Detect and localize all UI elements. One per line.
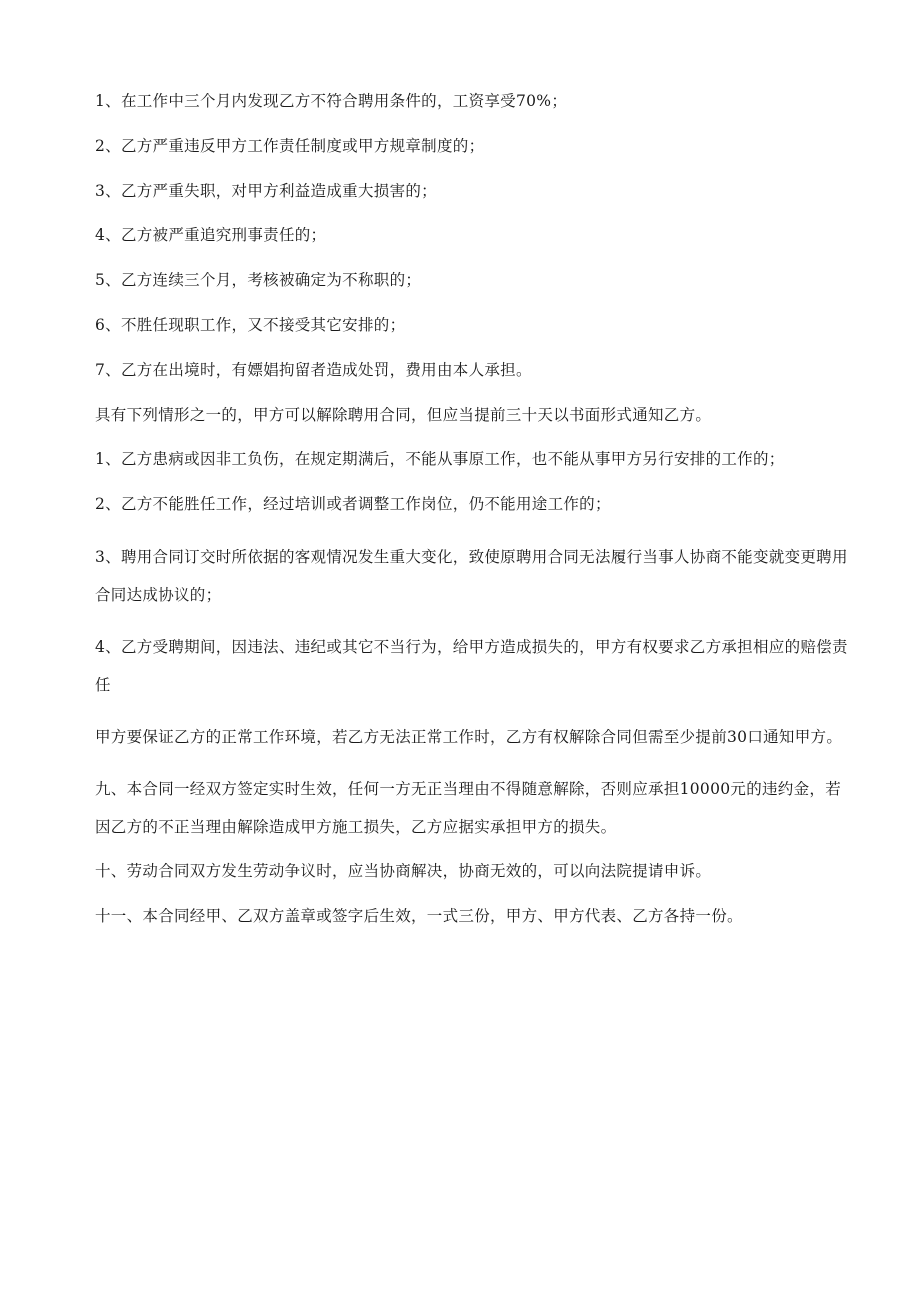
article-9: 九、本合同一经双方签定实时生效，任何一方无正当理由不得随意解除，否则应承担10000元的违约金，若因乙方的不正当理由解除造成甲方施工损失，乙方应据实承担甲方的损失。: [95, 779, 842, 836]
employer-obligation: 甲方要保证乙方的正常工作环境，若乙方无法正常工作时，乙方有权解除合同但需至少提前30口通知甲方。: [95, 727, 843, 746]
article-11: 十一、本合同经甲、乙双方盖章或签字后生效，一式三份，甲方、甲方代表、乙方各持一份。: [95, 906, 743, 925]
article-10: 十、劳动合同双方发生劳动争议时，应当协商解决，协商无效的，可以向法院提请申诉。: [95, 861, 712, 880]
termination-clause-3: 3、聘用合同订交时所依据的客观情况发生重大变化，致使原聘用合同无法履行当事人协商不能变就变更聘用合同达成协议的；: [95, 547, 848, 604]
clause-3: 3、乙方严重失职，对甲方利益造成重大损害的；: [95, 181, 437, 200]
clause-5: 5、乙方连续三个月，考核被确定为不称职的；: [95, 271, 422, 290]
termination-intro: 具有下列情形之一的，甲方可以解除聘用合同，但应当提前三十天以书面形式通知乙方。: [95, 405, 712, 424]
termination-clause-1: 1、乙方患病或因非工负伤，在规定期满后，不能从事原工作，也不能从事甲方另行安排的工作的；: [95, 450, 785, 469]
clause-7: 7、乙方在出境时，有嫖娼拘留者造成处罚，费用由本人承担。: [95, 360, 532, 379]
clause-6: 6、不胜任现职工作，又不接受其它安排的；: [95, 315, 406, 334]
clause-2: 2、乙方严重违反甲方工作责任制度或甲方规章制度的；: [95, 136, 485, 155]
clause-4: 4、乙方被严重追究刑事责任的；: [95, 226, 327, 245]
clause-1: 1、在工作中三个月内发现乙方不符合聘用条件的，工资享受70%；: [95, 92, 568, 110]
termination-clause-2: 2、乙方不能胜任工作，经过培训或者调整工作岗位，仍不能用途工作的；: [95, 495, 611, 514]
termination-clause-4: 4、乙方受聘期间，因违法、违纪或其它不当行为，给甲方造成损失的，甲方有权要求乙方承担相应的赔偿责任: [95, 637, 848, 694]
document-body: [95, 90, 855, 950]
